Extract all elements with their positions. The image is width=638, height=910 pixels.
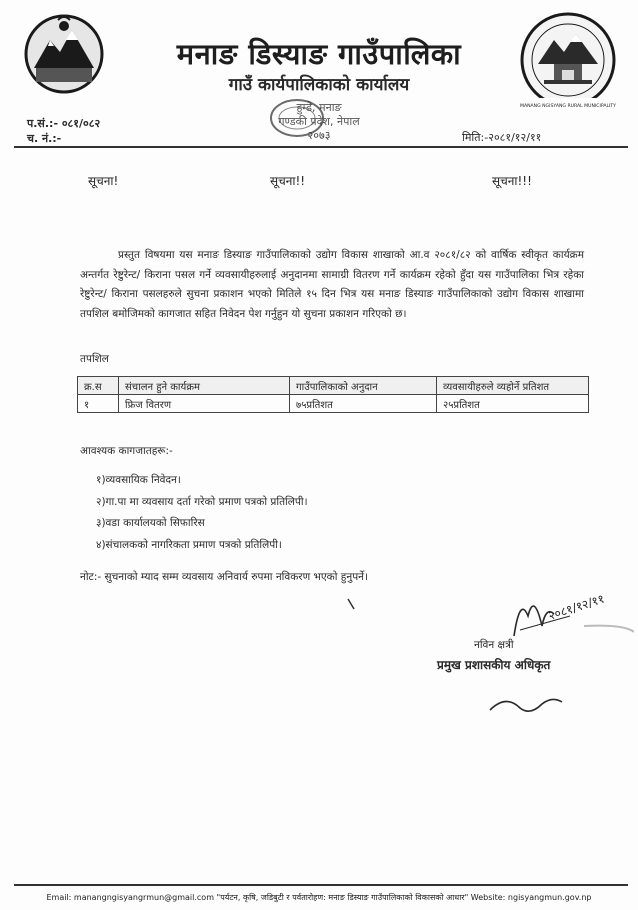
table-header-cell: क्र.स	[78, 377, 119, 395]
notice-heading-1: सूचना!	[88, 174, 119, 188]
letter-date: मिति:-२०८१/१२/११	[462, 131, 542, 144]
header-divider	[14, 146, 628, 148]
table-row	[78, 395, 589, 413]
notice-heading-3: सूचना!!!	[492, 174, 532, 188]
office-subtitle: गाउँ कार्यपालिकाको कार्यालय	[228, 75, 410, 95]
table-cell: २५प्रतिशत	[437, 395, 589, 413]
table-header-row	[78, 377, 589, 395]
signatory-title: प्रमुख प्रशासकीय अधिकृत	[437, 658, 551, 672]
list-item: १)व्यवसायिक निवेदन।	[96, 474, 181, 486]
table-header-cell: गाउँपालिकाको अनुदान	[290, 377, 437, 395]
dispatch-number: च. नं.:-	[27, 132, 62, 145]
list-item: २)गा.पा मा व्यवसाय दर्ता गरेको प्रमाण पत्रको प्रतिलिपी।	[96, 495, 308, 508]
municipality-logo	[518, 10, 618, 114]
footer-divider	[14, 884, 628, 886]
signature-scribble	[484, 586, 634, 644]
notice-heading-2: सूचना!!	[270, 174, 306, 188]
footer-contact: Email: manangngisyangrmun@gmail.com "पर्यटन, कृषि, जडिबुटी र पर्वतारोहण: मनाङ डिस्याङ गाउँपालिकाको विकासको आधार" Website: ngisyangmun.gov.np	[46, 893, 592, 902]
office-province: गण्डकी प्रदेश, नेपाल	[278, 115, 360, 128]
notice-body: प्रस्तुत विषयमा यस मनाङ डिस्याङ गाउँपालिकाको उद्योग विकास शाखाको आ.व २०८१/८२ को वार्षिक स्वीकृत कार्यक्रम अन्तर्गत रेष्टुरेन्ट/ किराना पसल गर्ने व्यवसायीहरुलाई अनुदानमा सामाग्री वितरण गर्ने कार्यक्रम रहेको हुँदा यस गाउँपालिका भित्र रहेका रेष्टुरेन्ट/ किराना पसलहरुले सुचना प्रकाशन भएको मितिले १५ दिन भित्र यस मनाङ डिस्याङ गाउँपालिकाको उद्योग विकास शाखामा तपशिल बमोजिमको कागजात सहित निवेदन पेश गर्नुहुन यो सुचना प्रकाशन गरिएको छ।	[80, 249, 584, 320]
office-district: हुम्डे, मनाङ	[296, 101, 342, 114]
letter-number: प.सं.:- ०८१/०८२	[27, 117, 101, 130]
signatory-name: नविन क्षत्री	[474, 639, 514, 651]
note-text: नोट:- सुचनाको म्याद सम्म व्यवसाय अनिवार्य रुपमा नविकरण भएको हुनुपर्ने।	[80, 571, 368, 583]
subsidy-table	[77, 376, 589, 413]
pen-mark	[346, 598, 356, 610]
logo-caption: MANANG NGISYANG RURAL MUNICIPALITY	[519, 104, 617, 109]
table-cell: ७५प्रतिशत	[290, 395, 437, 413]
list-item: ४)संचालकको नागरिकता प्रमाण पत्रको प्रतिलिपी।	[96, 538, 282, 551]
table-header-cell: व्यवसायीहरुले व्यहोर्ने प्रतिशत	[437, 377, 589, 395]
required-documents-list	[96, 470, 308, 556]
municipality-title: मनाङ डिस्याङ गाउँपालिका	[176, 37, 462, 71]
table-header-cell: संचालन हुने कार्यक्रम	[119, 377, 290, 395]
signature-date: २०८१/१२/११	[546, 591, 607, 623]
established-year: २०७३	[307, 129, 331, 142]
handwritten-mark	[486, 690, 566, 722]
required-documents-heading: आवश्यक कागजातहरू:-	[80, 445, 173, 457]
table-cell: १	[78, 395, 119, 413]
details-label: तपशिल	[80, 353, 109, 365]
official-stamp	[268, 96, 326, 140]
list-item: ३)वडा कार्यालयको सिफारिस	[96, 517, 205, 529]
table-cell: फ्रिज वितरण	[119, 395, 290, 413]
